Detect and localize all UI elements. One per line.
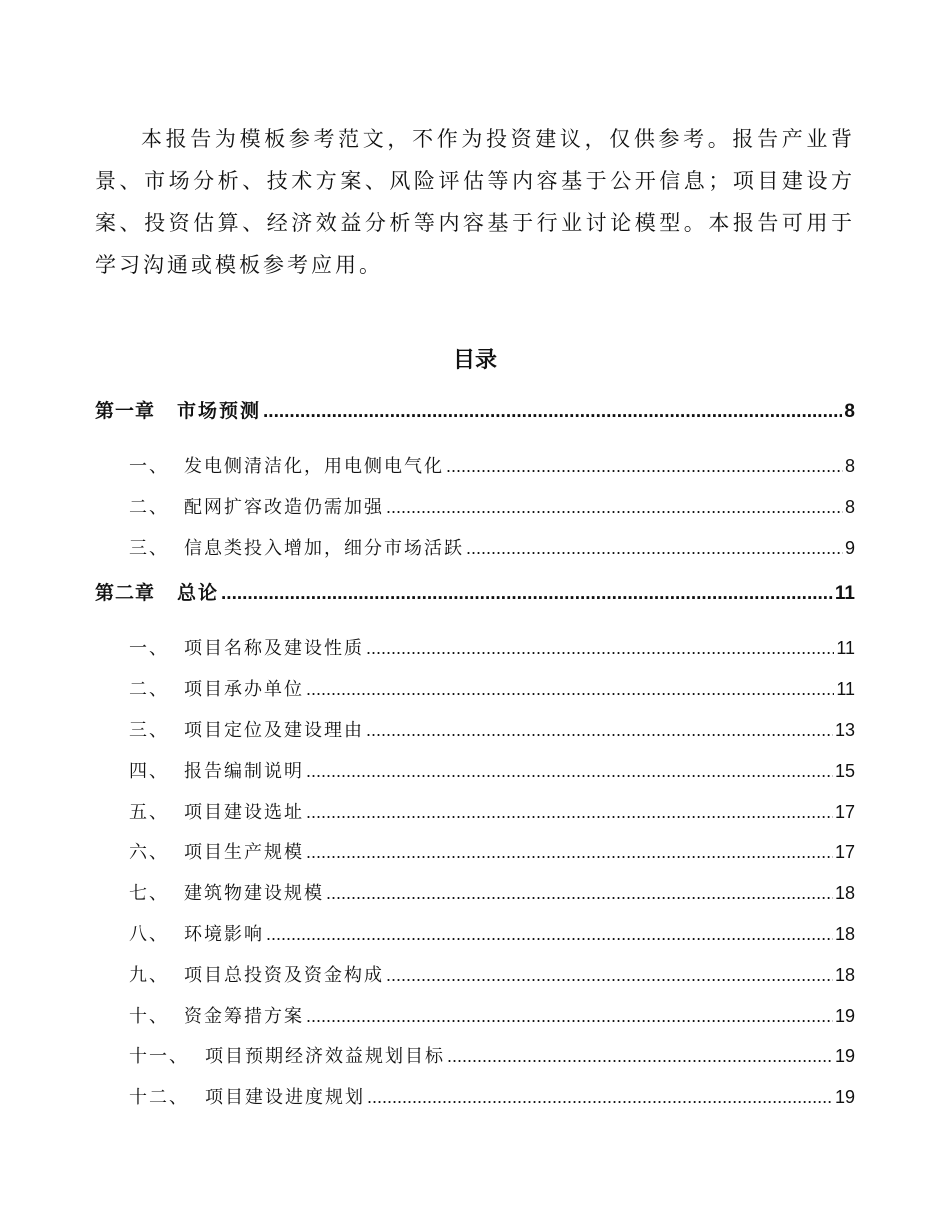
toc-entry-number: 一、 (129, 456, 169, 477)
toc-entry-number: 五、 (129, 801, 169, 823)
toc-chapter-title: 市场预测 (177, 400, 262, 422)
toc-entry-2-4[interactable] (95, 757, 855, 798)
toc-leader-dots (306, 761, 833, 782)
toc-entry-title: 发电侧清洁化，用电侧电气化 (184, 456, 444, 477)
toc-entry-2-12[interactable] (95, 1083, 855, 1124)
toc-chapter-2[interactable] (95, 578, 855, 622)
toc-leader-dots (306, 679, 834, 700)
toc-page-number: 11 (836, 638, 855, 659)
toc-leader-dots (366, 720, 833, 741)
toc-entry-2-6[interactable] (95, 838, 855, 879)
toc-leader-dots (386, 965, 833, 986)
toc-page-number: 19 (834, 1087, 855, 1108)
toc-chapter-number: 第二章 (95, 582, 156, 605)
toc-page-number: 19 (834, 1005, 855, 1026)
toc-entry-number: 六、 (129, 842, 169, 864)
toc-page-number: 17 (834, 842, 855, 863)
toc-page-number: 19 (834, 1046, 855, 1067)
toc-entry-title: 信息类投入增加，细分市场活跃 (184, 537, 464, 559)
toc-entry-number: 十、 (129, 1005, 169, 1027)
toc-leader-dots (386, 497, 843, 518)
toc-page-number: 11 (834, 583, 855, 605)
toc-page-number: 15 (834, 760, 855, 781)
toc-entry-2-1[interactable] (95, 634, 855, 675)
toc-entry-2-9[interactable] (95, 961, 855, 1002)
toc-entry-2-3[interactable] (95, 716, 855, 757)
toc-entry-title: 项目定位及建设理由 (184, 719, 364, 741)
table-of-contents (95, 396, 855, 1124)
toc-entry-title: 环境影响 (184, 923, 264, 945)
toc-leader-dots (466, 538, 843, 559)
toc-entry-title: 项目承办单位 (184, 679, 304, 701)
toc-leader-dots (306, 1006, 833, 1027)
toc-entry-number: 七、 (129, 883, 169, 905)
toc-entry-number: 九、 (129, 964, 169, 986)
toc-leader-dots (366, 638, 834, 659)
toc-page-number: 18 (834, 883, 855, 904)
toc-entry-title: 报告编制说明 (184, 760, 304, 782)
toc-entry-title: 项目总投资及资金构成 (184, 964, 384, 986)
toc-entry-number: 三、 (129, 537, 169, 559)
toc-entry-number: 八、 (129, 923, 169, 945)
toc-entry-title: 项目预期经济效益规划目标 (205, 1046, 445, 1068)
toc-entry-number: 十一、 (129, 1046, 189, 1068)
toc-page-number: 18 (834, 923, 855, 944)
toc-entry-2-2[interactable] (95, 675, 855, 716)
toc-entry-title: 项目建设进度规划 (205, 1087, 365, 1109)
toc-entry-number: 十二、 (129, 1087, 189, 1109)
toc-leader-dots (446, 456, 843, 477)
toc-page-number: 17 (834, 801, 855, 822)
toc-leader-dots (447, 1046, 833, 1067)
toc-entry-2-10[interactable] (95, 1002, 855, 1043)
toc-page-number: 11 (836, 679, 855, 700)
toc-entry-2-5[interactable] (95, 798, 855, 839)
toc-leader-dots (326, 883, 833, 904)
toc-leader-dots (306, 802, 833, 823)
toc-leader-dots (266, 924, 833, 945)
toc-page-number: 9 (844, 537, 855, 558)
toc-page-number: 13 (834, 719, 855, 740)
toc-entry-title: 项目生产规模 (184, 842, 304, 864)
toc-page-number: 8 (844, 496, 855, 517)
toc-entry-title: 配网扩容改造仍需加强 (184, 496, 384, 518)
toc-leader-dots (367, 1087, 833, 1108)
toc-entry-number: 三、 (129, 719, 169, 741)
toc-entry-title: 项目名称及建设性质 (184, 638, 364, 660)
toc-entry-title: 建筑物建设规模 (184, 883, 324, 905)
toc-entry-title: 资金筹措方案 (184, 1005, 304, 1027)
toc-entry-number: 二、 (129, 679, 169, 701)
toc-page-number: 18 (834, 964, 855, 985)
toc-entry-2-11[interactable] (95, 1042, 855, 1083)
toc-title: 目录 (452, 348, 497, 373)
toc-entry-1-3[interactable] (95, 534, 855, 575)
intro-paragraph: 本报告为模板参考范文，不作为投资建议，仅供参考。报告产业背景、市场分析、技术方案、风险评估等内容基于公开信息；项目建设方案、投资估算、经济效益分析等内容基于行业讨论模型。本报告可用于学习沟通或模板参考应用。 (95, 127, 855, 277)
toc-chapter-number: 第一章 (95, 400, 156, 422)
toc-leader-dots (306, 842, 833, 863)
toc-page-number: 8 (844, 456, 855, 476)
toc-entry-1-1[interactable] (95, 452, 855, 493)
toc-entry-number: 四、 (129, 760, 169, 782)
toc-page-number: 8 (844, 401, 855, 422)
toc-chapter-1[interactable] (95, 396, 855, 440)
toc-entry-title: 项目建设选址 (184, 801, 304, 823)
toc-entry-2-7[interactable] (95, 879, 855, 920)
toc-entry-number: 二、 (129, 496, 169, 518)
toc-chapter-title: 总论 (177, 582, 220, 605)
toc-leader-dots (221, 583, 833, 605)
toc-leader-dots (263, 401, 842, 423)
toc-entry-2-8[interactable] (95, 920, 855, 961)
toc-entry-number: 一、 (129, 638, 169, 660)
toc-entry-1-2[interactable] (95, 493, 855, 534)
